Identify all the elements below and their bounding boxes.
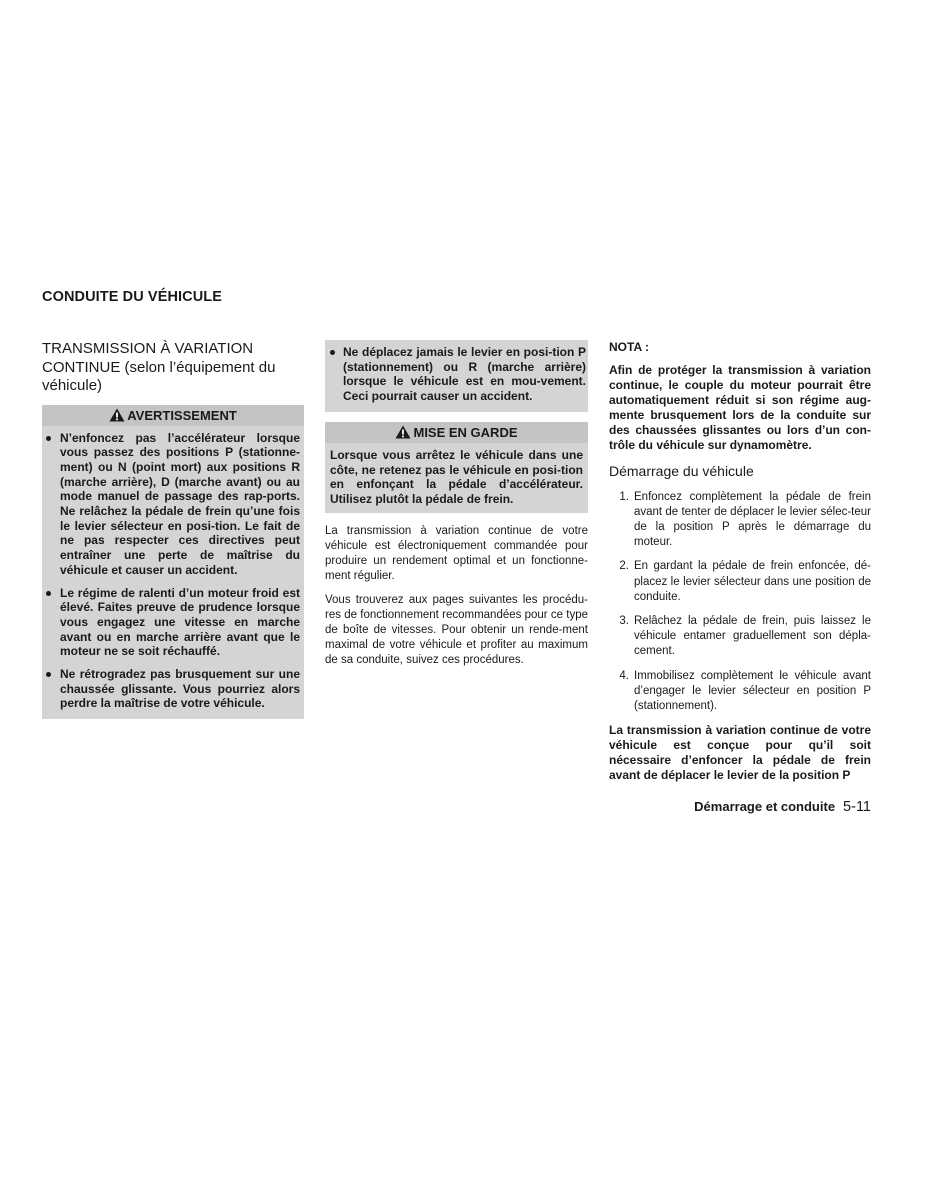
warning-header bbox=[42, 405, 304, 426]
warning-bullet bbox=[42, 586, 304, 660]
paragraph: Vous trouverez aux pages suivantes les procédu-res de fonctionnement recommandées pour ce type de boîte de vitesses. Pour obtenir un rende-ment maximal de votre véhicule et profiter au maximum de sa conduite, suivez ces procédures. bbox=[325, 593, 588, 666]
caution-text: Lorsque vous arrêtez le véhicule dans une côte, ne retenez pas le véhicule en posi-tion en enfonçant la pédale d’accélérateur. Utilisez plutôt la pédale de frein. bbox=[330, 447, 583, 506]
warning-triangle-icon bbox=[395, 425, 411, 439]
warning-box bbox=[42, 405, 304, 720]
warning-bullet bbox=[325, 345, 588, 404]
step-text: Enfoncez complètement la pédale de frein avant de tenter de déplacer le levier sélec-teur de la position P après le démarrage du moteur. bbox=[634, 490, 871, 549]
warning-bullet-text: Ne rétrogradez pas brusquement sur une chaussée glissante. Vous pourriez alors perdre la maîtrise de votre véhicule. bbox=[60, 667, 300, 711]
page-footer bbox=[694, 799, 871, 815]
step-item bbox=[609, 669, 871, 715]
step-item bbox=[609, 614, 871, 660]
warning-bullet-list bbox=[42, 431, 304, 712]
step-item bbox=[609, 559, 871, 605]
bullet-dot bbox=[46, 672, 51, 677]
bullet-dot bbox=[46, 591, 51, 596]
note-text: Afin de protéger la transmission à variation continue, le couple du moteur pourrait être automatiquement réduit si son régime aug-mente brusquement lors de la conduite sur des chaussées glissantes ou lors d’un con-trôle du véhicule sur dynamomètre. bbox=[609, 363, 871, 452]
caution-header bbox=[325, 422, 588, 443]
warning-triangle-icon bbox=[109, 408, 125, 422]
step-text: En gardant la pédale de frein enfoncée, dé-placez le levier sélecteur dans une position de conduite. bbox=[634, 560, 871, 603]
warning-bullet-text: N’enfoncez pas l’accélérateur lorsque vous passez des positions P (stationne-ment) ou N (point mort) aux positions R (marche arrière), D (marche avant) ou au mode manuel de passage des rap-ports. Ne relâchez la pédale de frein qu’une fois le levier sélecteur en posi-tion. Le fait de ne pas respecter ces directives peut entraîner une perte de maîtrise du véhicule et causer un accident. bbox=[60, 430, 300, 577]
warning-bullet-text: Le régime de ralenti d’un moteur froid est élevé. Faites preuve de prudence lorsque vous engagez une vitesse en marche avant ou en marche arrière avant que le moteur ne se soit réchauffé. bbox=[60, 585, 300, 659]
starting-steps bbox=[609, 490, 871, 715]
step-number: 2. bbox=[619, 560, 629, 573]
step-number: 4. bbox=[619, 669, 629, 682]
warning-bullet bbox=[42, 667, 304, 711]
step-text: Relâchez la pédale de frein, puis laissez le véhicule entamer graduellement son dépla-cement. bbox=[634, 614, 871, 658]
step-item bbox=[609, 490, 871, 551]
column-3 bbox=[609, 340, 871, 792]
warning-continued-box bbox=[325, 340, 588, 412]
starting-subheading: Démarrage du véhicule bbox=[609, 463, 754, 479]
warning-continued-list bbox=[325, 345, 588, 404]
step-text: Immobilisez complètement le véhicule avant d’engager le levier sélecteur en position P (stationnement). bbox=[634, 669, 871, 712]
step-number: 1. bbox=[619, 490, 629, 503]
bullet-dot bbox=[330, 350, 335, 355]
step-number: 3. bbox=[619, 614, 629, 627]
transmission-heading: TRANSMISSION À VARIATION CONTINUE (selon l’équipement du véhicule) bbox=[42, 340, 276, 394]
section-title: CONDUITE DU VÉHICULE bbox=[42, 289, 223, 305]
closing-text: La transmission à variation continue de votre véhicule est conçue pour qu’il soit nécessaire d’enfoncer la pédale de frein avant de déplacer le levier de la position P bbox=[609, 723, 871, 783]
caution-title: MISE EN GARDE bbox=[413, 424, 518, 440]
column-1 bbox=[42, 340, 304, 719]
footer-section-name: Démarrage et conduite bbox=[694, 799, 836, 814]
warning-bullet bbox=[42, 431, 304, 578]
caution-box bbox=[325, 422, 588, 513]
bullet-dot bbox=[46, 436, 51, 441]
paragraph: La transmission à variation continue de votre véhicule est électroniquement commandée pour produire un rendement optimal et un fonctionne-ment régulier. bbox=[325, 524, 588, 582]
warning-bullet-text: Ne déplacez jamais le levier en posi-tion P (stationnement) ou R (marche arrière) lorsque le véhicule est en mou-vement. Ceci pourrait causer un accident. bbox=[343, 345, 586, 404]
note-label: NOTA : bbox=[609, 340, 649, 354]
warning-title: AVERTISSEMENT bbox=[127, 407, 237, 423]
page-number: 5-11 bbox=[843, 799, 871, 815]
column-2 bbox=[325, 340, 588, 677]
